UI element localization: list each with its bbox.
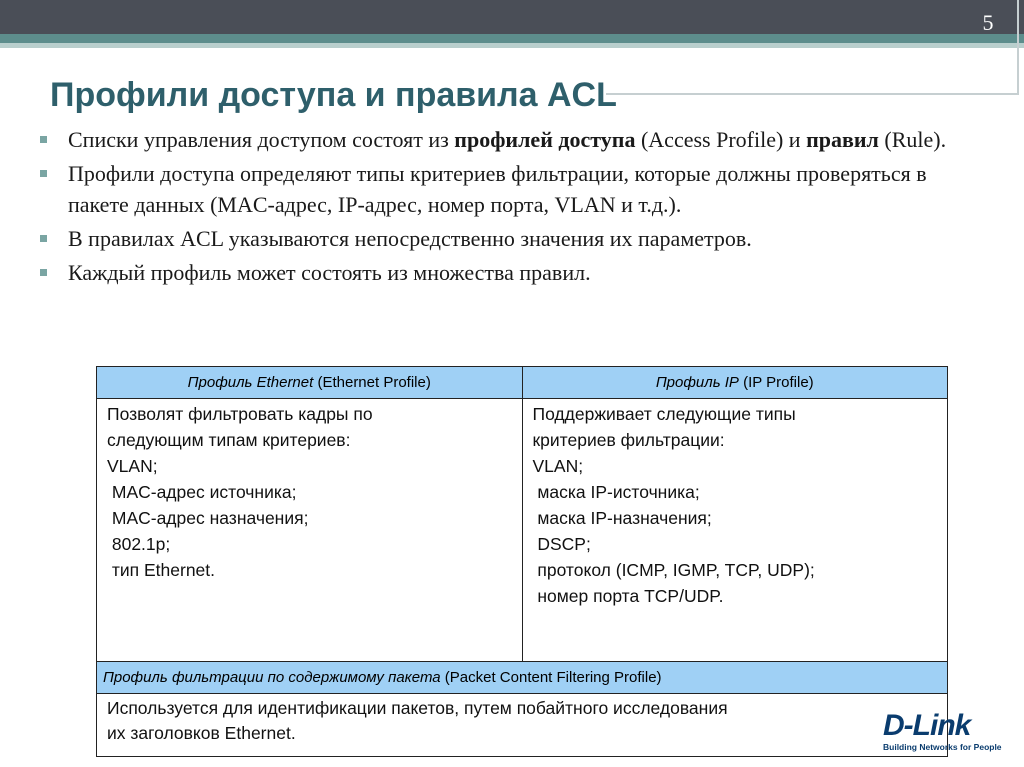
slide-title: Профили доступа и правила ACL — [50, 76, 617, 114]
criteria-line: Позволят фильтровать кадры по — [107, 404, 373, 424]
corner-frame — [606, 0, 1019, 95]
criteria-line: MAC-адрес источника; — [107, 482, 297, 502]
logo-tagline: Building Networks for People — [883, 742, 1002, 752]
criteria-line: протокол (ICMP, IGMP, TCP, UDP); — [532, 560, 815, 580]
packet-content-profile-description — [97, 694, 948, 757]
dlink-logo — [883, 710, 1005, 755]
criteria-line: VLAN; — [532, 456, 584, 476]
bullet-square-icon — [40, 136, 47, 143]
criteria-line: Поддерживает следующие типы — [532, 404, 796, 424]
criteria-line: критериев фильтрации: — [532, 430, 725, 450]
criteria-line: VLAN; — [107, 456, 158, 476]
ip-profile-description — [522, 399, 948, 662]
pcf-description-line: Используется для идентификации пакетов, путем побайтного исследования — [107, 698, 728, 718]
bullet-item — [38, 223, 978, 254]
ip-profile-header — [522, 367, 948, 399]
bullet-text: (Access Profile) и — [635, 127, 807, 152]
bullet-text: (Rule). — [878, 127, 947, 152]
bullet-item — [38, 158, 978, 220]
ethernet-header-italic: Профиль Ethernet — [187, 374, 314, 391]
logo-wordmark: D-Link — [883, 709, 971, 742]
criteria-line: следующим типам критериев: — [107, 430, 351, 450]
pcf-header-italic: Профиль фильтрации по содержимому пакета — [103, 669, 441, 686]
bullet-square-icon — [40, 170, 47, 177]
pcf-header-rest: (Packet Content Filtering Profile) — [440, 669, 662, 686]
ethernet-profile-header — [97, 367, 523, 399]
bullet-item — [38, 257, 978, 288]
bullet-bold-text: профилей доступа — [454, 127, 636, 152]
bullet-square-icon — [40, 269, 47, 276]
criteria-line: маска IP-назначения; — [532, 508, 712, 528]
bullet-square-icon — [40, 235, 47, 242]
ip-header-rest: (IP Profile) — [738, 374, 814, 391]
bullet-bold-text: правил — [806, 127, 879, 152]
bullet-text: Профили доступа определяют типы критериев фильтрации, которые должны проверяться в пакете данных (MAC-адрес, IP-адрес, номер порта, VLAN и т.д.). — [68, 161, 927, 217]
packet-content-profile-header — [97, 662, 948, 694]
pcf-description-line: их заголовков Ethernet. — [107, 723, 296, 743]
bullet-list — [38, 124, 978, 291]
criteria-line: номер порта TCP/UDP. — [532, 586, 724, 606]
ip-header-italic: Профиль IP — [655, 374, 739, 391]
ethernet-header-rest: (Ethernet Profile) — [313, 374, 431, 391]
criteria-line: маска IP-источника; — [532, 482, 700, 502]
bullet-text: Списки управления доступом состоят из — [68, 127, 455, 152]
bullet-text: В правилах ACL указываются непосредственно значения их параметров. — [68, 226, 752, 251]
criteria-line: тип Ethernet. — [107, 560, 216, 580]
criteria-line: DSCP; — [532, 534, 591, 554]
criteria-line: 802.1p; — [107, 534, 171, 554]
bullet-text: Каждый профиль может состоять из множества правил. — [68, 260, 591, 285]
bullet-item — [38, 124, 978, 155]
criteria-line: MAC-адрес назначения; — [107, 508, 309, 528]
page-number: 5 — [982, 10, 994, 35]
profiles-table — [96, 366, 948, 757]
ethernet-profile-description — [97, 399, 523, 662]
